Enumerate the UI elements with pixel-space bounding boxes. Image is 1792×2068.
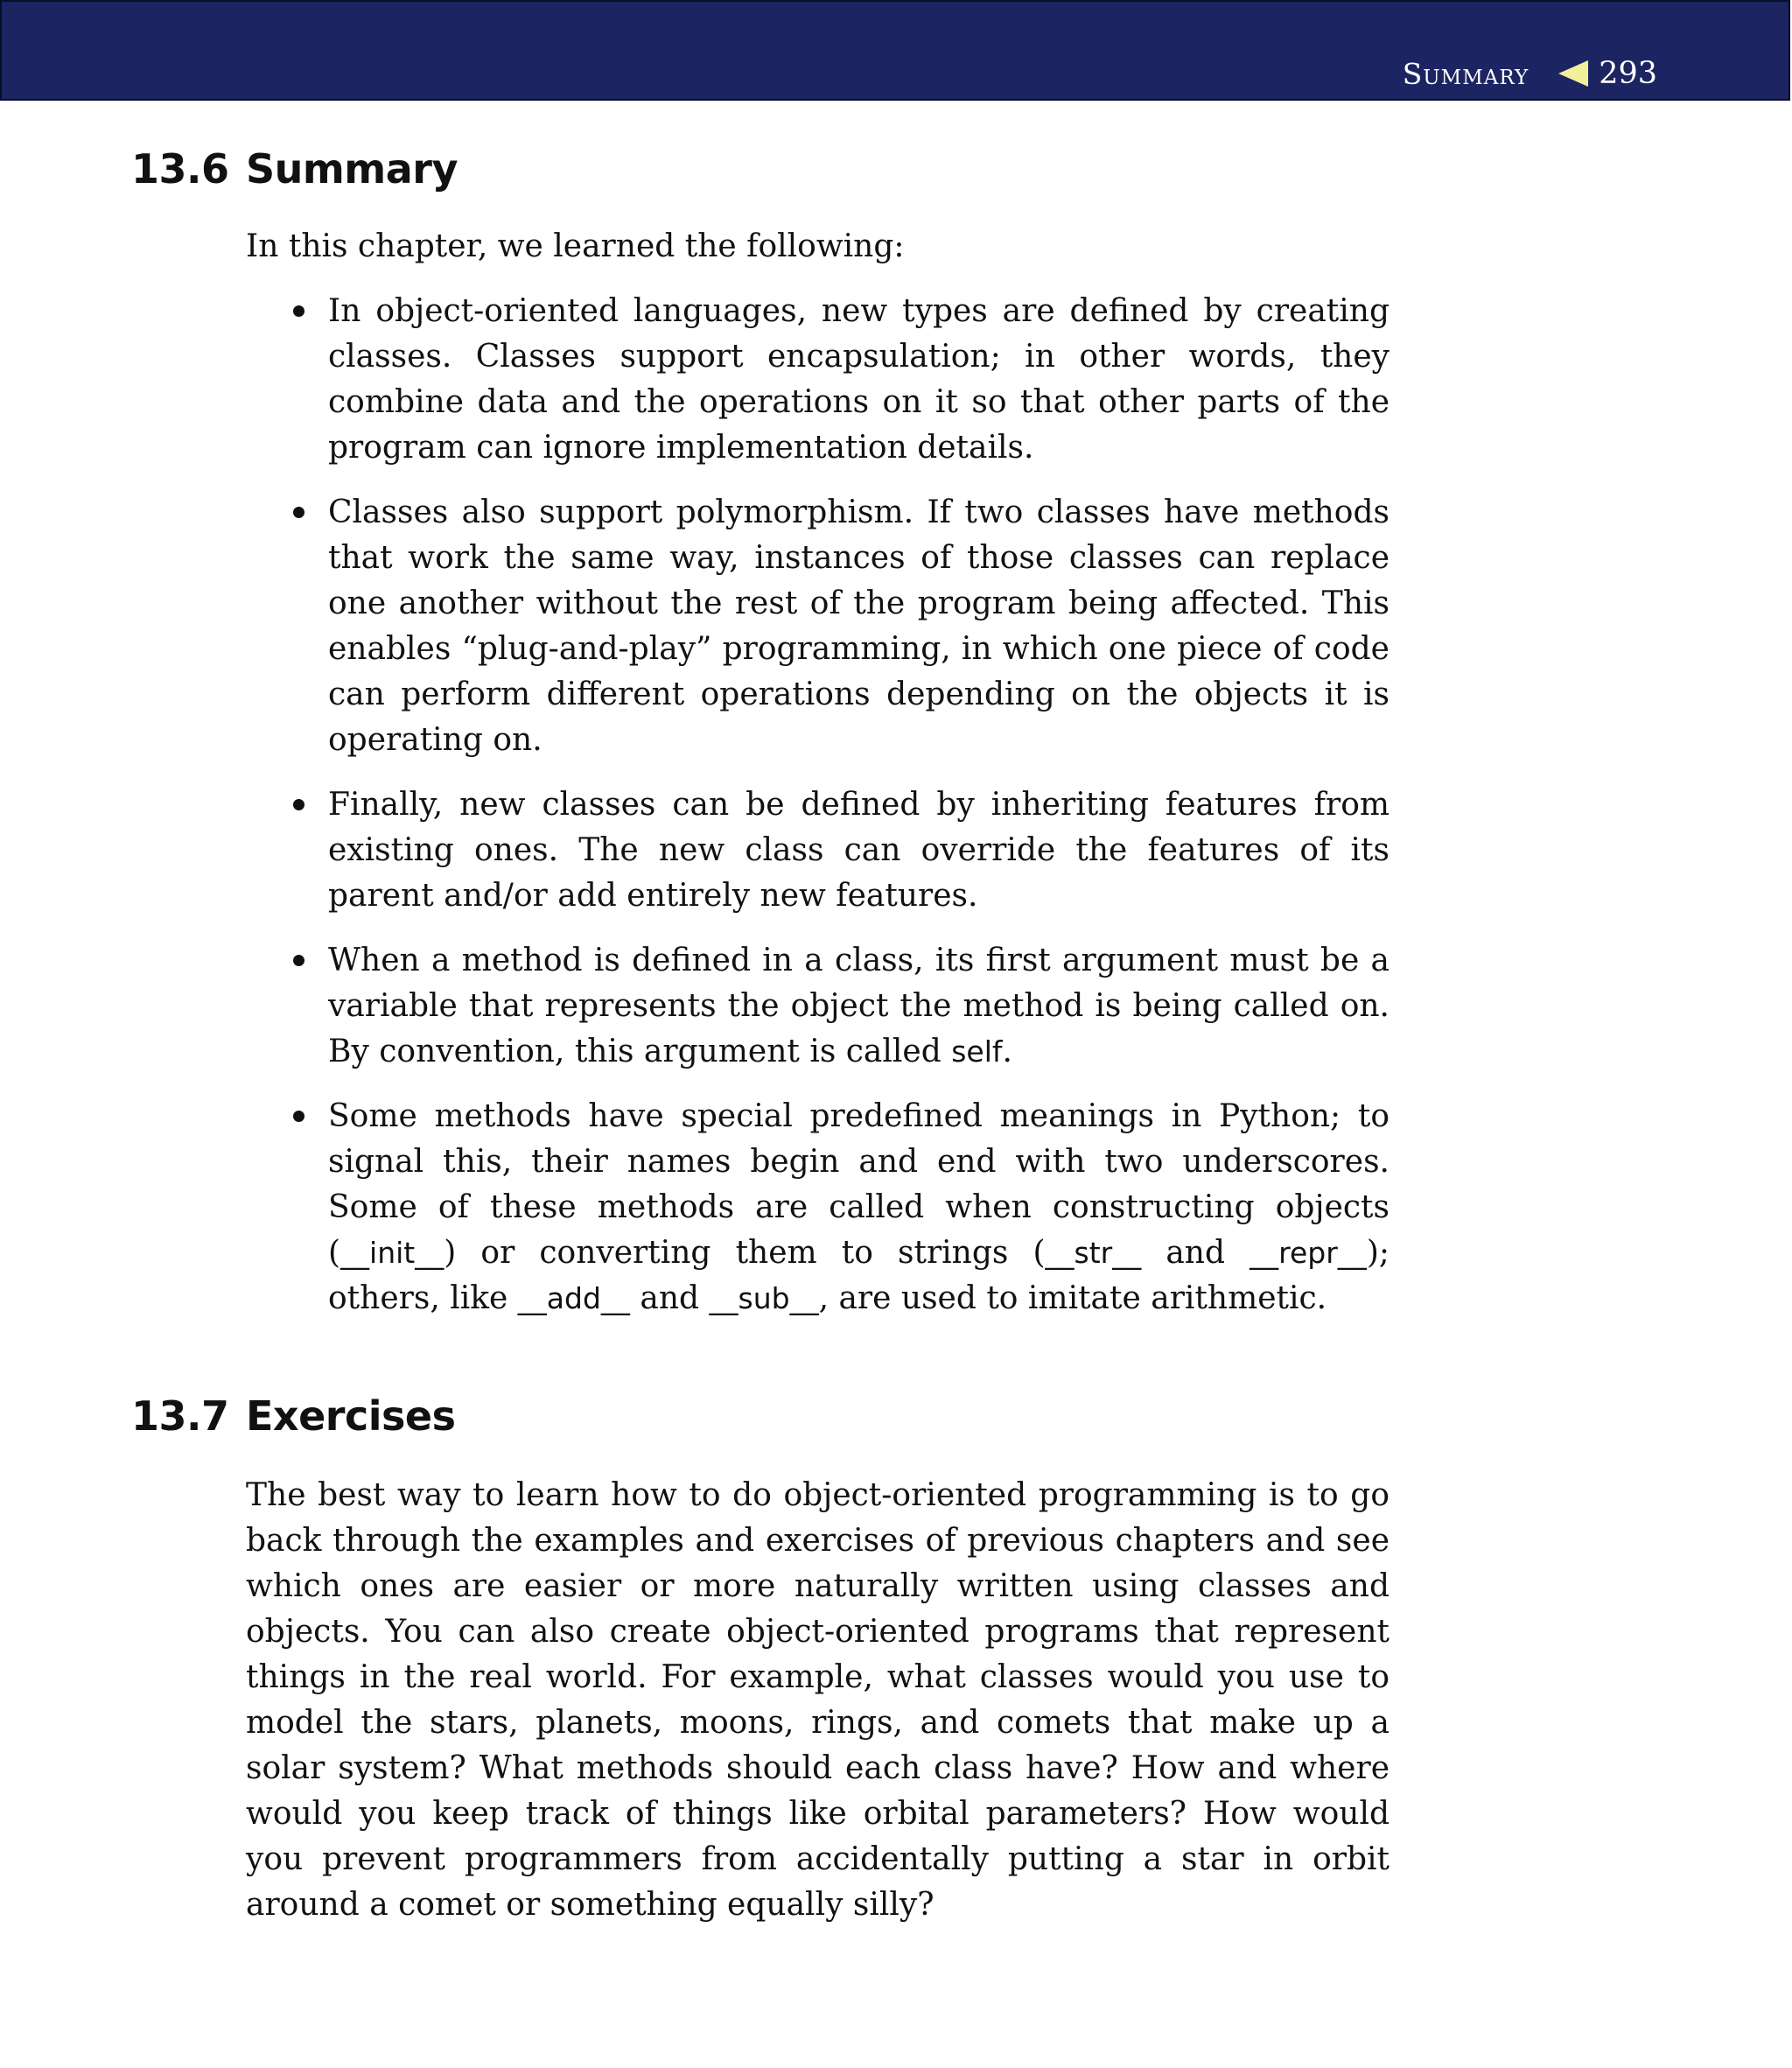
bullet-text: , are used to imitate arithmetic. <box>818 1280 1327 1316</box>
bullet-text: When a method is defined in a class, its first argument must be a variable that represents the object the method is being called on. By convention, this argument is called <box>328 943 1390 1069</box>
running-title: Summary <box>1402 56 1530 91</box>
running-header <box>0 0 1790 101</box>
bullet-text: Finally, new classes can be defined by inheriting features from existing ones. The new class can override the features of its parent and/or add entirely new features. <box>328 787 1390 914</box>
list-item <box>293 938 1390 1075</box>
section-title: Summary <box>246 145 458 193</box>
summary-bullet-list <box>293 289 1390 1341</box>
running-head <box>1403 56 1657 91</box>
section-number: 13.7 <box>131 1392 229 1440</box>
inline-code: __sub__ <box>709 1281 819 1315</box>
list-item <box>293 782 1390 919</box>
bullet-text: ); others, like <box>328 1235 1390 1316</box>
inline-code: __repr__ <box>1250 1236 1367 1270</box>
inline-code: __init__ <box>340 1236 444 1270</box>
bullet-text: Classes also support polymorphism. If two classes have methods that work the same way, instances of those classes can replace one another without the rest of the program being affected. This enables “plug-and-play” programming, in which one piece of code can perform different operations depending on the objects it is operating on. <box>328 494 1390 758</box>
bullet-text: and <box>1141 1235 1250 1271</box>
bullet-icon <box>293 1111 304 1122</box>
left-arrow-icon <box>1558 60 1588 87</box>
summary-intro: In this chapter, we learned the following: <box>246 228 905 264</box>
bullet-text: Some methods have special predefined meanings in Python; to signal this, their names begin and end with two underscores. Some of these methods are called when constructing objects ( <box>328 1098 1390 1271</box>
list-item <box>293 1094 1390 1321</box>
section-title: Exercises <box>246 1392 456 1440</box>
bullet-icon <box>293 799 304 810</box>
exercises-paragraph: The best way to learn how to do object-oriented programming is to go back through the examples and exercises of previous chapters and see which ones are easier or more naturally written using classes and objects. You can also create object-oriented programs that represent things in the real world. For example, what classes would you use to model the stars, planets, moons, rings, and comets that make up a solar system? What methods should each class have? How and where would you keep track of things like orbital parameters? How would you prevent programmers from accidentally putting a star in orbit around a comet or something equally silly? <box>246 1477 1390 1923</box>
bullet-icon <box>293 955 304 966</box>
section-heading-summary <box>131 145 458 193</box>
list-item <box>293 289 1390 471</box>
inline-code: __add__ <box>517 1281 630 1315</box>
bullet-text: In object-oriented languages, new types are defined by creating classes. Classes support encapsulation; in other words, they combine data and the operations on it so that other parts of the program can ignore implementation details. <box>328 293 1390 466</box>
bullet-text: . <box>1002 1034 1012 1069</box>
page-number: 293 <box>1599 56 1657 91</box>
bullet-icon <box>293 507 304 518</box>
bullet-text: ) or converting them to strings ( <box>444 1235 1046 1271</box>
inline-code: self <box>951 1034 1003 1069</box>
bullet-text: and <box>629 1280 710 1316</box>
section-number: 13.6 <box>131 145 229 193</box>
bullet-icon <box>293 305 304 317</box>
section-heading-exercises <box>131 1392 455 1440</box>
inline-code: __str__ <box>1045 1236 1142 1270</box>
list-item <box>293 490 1390 763</box>
